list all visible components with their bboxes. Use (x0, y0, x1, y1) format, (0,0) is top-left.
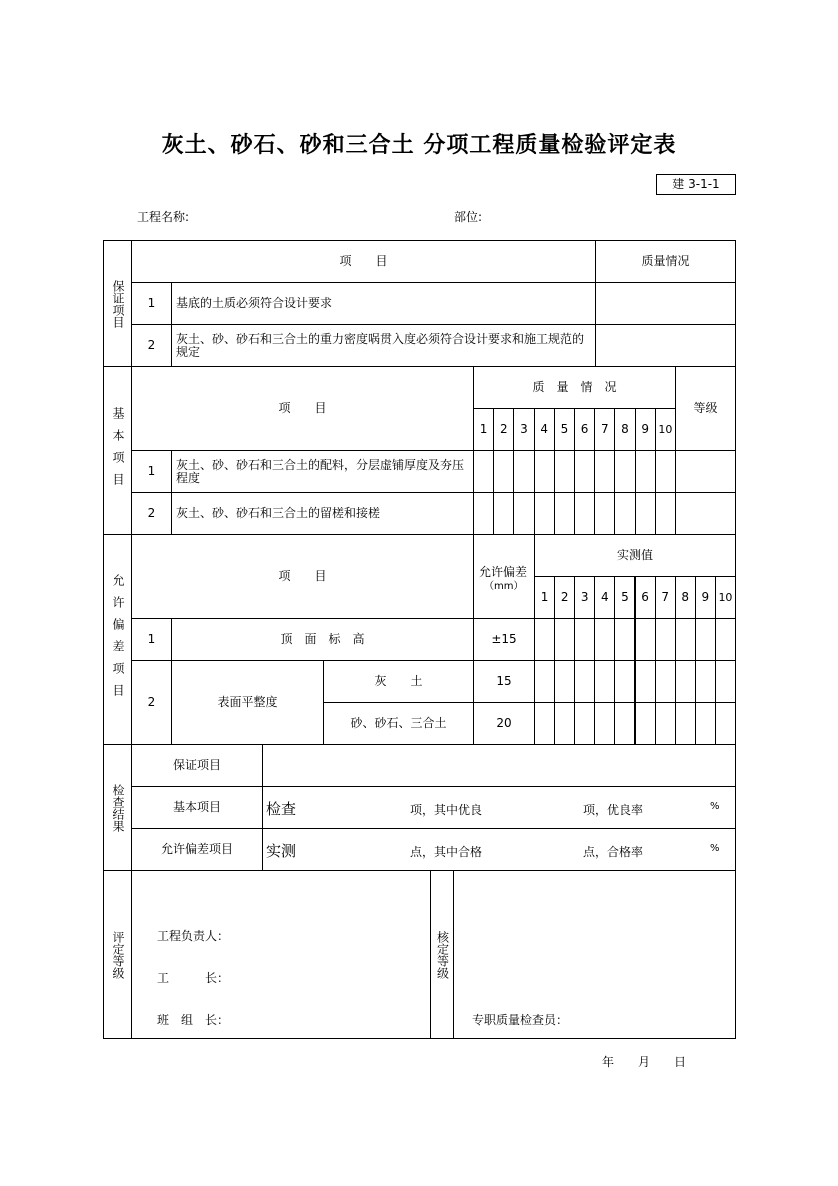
tolerance-column-number-text: 10 (718, 591, 733, 604)
basic-header-grade-text: 等级 (693, 401, 718, 415)
basic-quality-cell (554, 450, 575, 493)
tolerance-column-number (574, 576, 595, 619)
tolerance-measured-cell (554, 660, 575, 703)
tolerance-subitem-value-text: 15 (496, 674, 512, 688)
tolerance-column-number (534, 576, 555, 619)
guarantee-item-text-text: 基底的土质必须符合设计要求 (176, 296, 333, 310)
basic-column-number (614, 408, 635, 451)
results-tolerance-label-text: 允许偏差项目 (160, 842, 233, 856)
basic-header-item (131, 366, 474, 451)
results-guarantee-label-text: 保证项目 (172, 758, 221, 772)
basic-grade-cell (675, 450, 736, 493)
basic-quality-cell (614, 492, 635, 535)
tolerance-measured-cell (655, 660, 676, 703)
basic-section-label-text: 基本项目 (111, 406, 125, 495)
results-tolerance-pct: % (710, 843, 720, 854)
results-basic-pct: % (710, 801, 720, 812)
tolerance-column-number (614, 576, 635, 619)
tolerance-header-item-text: 项 目 (278, 569, 327, 583)
basic-column-number (574, 408, 595, 451)
rating-line-manager: 工程负责人： (157, 929, 230, 943)
tolerance-header-unit: （mm） (484, 581, 524, 592)
tolerance-header-measured (534, 534, 736, 577)
tolerance-column-number (695, 576, 716, 619)
tolerance-measured-cell (655, 702, 676, 745)
basic-item-text (171, 450, 474, 493)
results-basic-prefix: 检查 (266, 800, 297, 818)
tolerance-column-number-text: 3 (580, 590, 589, 604)
basic-section-label (103, 366, 132, 535)
basic-column-number-text: 4 (540, 422, 548, 436)
basic-header-quality-text: 质 量 情 况 (532, 380, 617, 394)
tolerance-column-number (554, 576, 575, 619)
tolerance-measured-cell (715, 660, 736, 703)
location-label: 部位: (454, 210, 483, 224)
results-guarantee-value (262, 744, 736, 787)
guarantee-header-quality (595, 240, 736, 283)
basic-column-number-text: 3 (520, 422, 528, 436)
tolerance-column-number (715, 576, 736, 619)
guarantee-item-no (131, 282, 172, 325)
tolerance-item-no-text: 1 (147, 632, 156, 646)
basic-header-grade (675, 366, 736, 451)
basic-quality-cell (513, 492, 534, 535)
form-code: 建 3-1-1 (656, 174, 736, 195)
tolerance-section-label (103, 534, 132, 745)
tolerance-column-number (675, 576, 696, 619)
tolerance-measured-cell (594, 660, 615, 703)
basic-column-number-text: 1 (479, 422, 488, 436)
results-tolerance-mid: 点，其中合格 (410, 845, 483, 859)
guarantee-header-quality-text: 质量情况 (641, 254, 690, 268)
guarantee-header-item-text: 项 目 (339, 254, 388, 268)
basic-column-number (473, 408, 494, 451)
rating-section-label-text: 评定等级 (111, 930, 125, 979)
tolerance-measured-cell (715, 618, 736, 661)
tolerance-item-no (131, 660, 172, 745)
tolerance-column-number (655, 576, 676, 619)
basic-quality-cell (554, 492, 575, 535)
basic-item-no (131, 492, 172, 535)
rating-line-team-leader: 班 组 长： (157, 1013, 230, 1027)
tolerance-measured-cell (635, 660, 656, 703)
tolerance-measured-cell (594, 702, 615, 745)
tolerance-measured-cell (534, 660, 555, 703)
guarantee-item-no (131, 324, 172, 367)
tolerance-subitem-name-text: 灰 土 (374, 674, 423, 688)
tolerance-header-measured-text: 实测值 (616, 548, 653, 562)
basic-quality-cell (473, 450, 494, 493)
basic-quality-cell (493, 450, 514, 493)
basic-quality-cell (574, 492, 595, 535)
verify-section-label-text: 核定等级 (435, 930, 450, 979)
tolerance-measured-cell (574, 660, 595, 703)
basic-column-number-text: 8 (621, 422, 629, 436)
basic-column-number-text: 6 (580, 422, 589, 436)
basic-column-number-text: 2 (499, 422, 508, 436)
tolerance-measured-cell (635, 618, 656, 661)
basic-column-number-text: 5 (560, 422, 569, 436)
results-tolerance-value (262, 828, 736, 871)
tolerance-subitem-name-text: 砂、砂石、三合土 (350, 716, 447, 730)
tolerance-column-number (635, 576, 656, 619)
date-line: 年 月 日 (602, 1055, 687, 1069)
project-name-label: 工程名称: (137, 210, 190, 224)
tolerance-column-number-text: 9 (701, 590, 710, 604)
results-section-label (103, 744, 132, 871)
basic-item-text (171, 492, 474, 535)
tolerance-column-number-text: 6 (641, 590, 649, 604)
tolerance-measured-cell (614, 702, 635, 745)
tolerance-measured-cell (695, 702, 716, 745)
tolerance-measured-cell (574, 618, 595, 661)
tolerance-measured-cell (534, 618, 555, 661)
basic-column-number (493, 408, 514, 451)
guarantee-section-label (103, 240, 132, 367)
guarantee-item-no-text: 1 (147, 296, 156, 310)
tolerance-column-number-text: 7 (661, 590, 669, 604)
basic-column-number (513, 408, 534, 451)
tolerance-item-no (131, 618, 172, 661)
guarantee-item-text (171, 324, 596, 367)
results-basic-label (131, 786, 263, 829)
tolerance-subitem-value (473, 702, 535, 745)
basic-header-quality (473, 366, 676, 409)
verify-section-label (430, 870, 454, 1039)
tolerance-column-number-text: 4 (601, 590, 609, 604)
guarantee-item-text-text: 灰土、砂、砂石和三合土的重力密度㖞贯入度必须符合设计要求和施工规范的规定 (176, 331, 585, 359)
results-guarantee-label (131, 744, 263, 787)
tolerance-measured-cell (574, 702, 595, 745)
basic-column-number (655, 408, 676, 451)
results-basic-value (262, 786, 736, 829)
tolerance-item-value (473, 618, 535, 661)
tolerance-column-number-text: 5 (621, 590, 629, 604)
tolerance-header-label: 允许偏差 (479, 565, 528, 579)
basic-item-no-text: 1 (147, 464, 156, 478)
tolerance-measured-cell (675, 660, 696, 703)
results-section-label-text: 检查结果 (111, 783, 125, 832)
guarantee-item-text (171, 282, 596, 325)
basic-quality-cell (513, 450, 534, 493)
tolerance-measured-cell (554, 618, 575, 661)
basic-column-number-text: 7 (600, 422, 609, 436)
tolerance-section-label-text: 允许偏差项目 (111, 573, 125, 706)
guarantee-item-quality-cell (595, 282, 736, 325)
guarantee-header-item (131, 240, 596, 283)
basic-quality-cell (534, 492, 555, 535)
basic-item-text-text: 灰土、砂、砂石和三合土的留槎和接槎 (176, 506, 381, 520)
basic-quality-cell (534, 450, 555, 493)
tolerance-subitem-value (473, 660, 535, 703)
tolerance-item-name-text: 顶 面 标 高 (280, 632, 365, 646)
basic-quality-cell (574, 450, 595, 493)
rating-line-foreman: 工 长： (157, 971, 230, 985)
results-tolerance-prefix: 实测 (266, 842, 297, 860)
basic-quality-cell (655, 492, 676, 535)
basic-quality-cell (635, 450, 656, 493)
tolerance-item-name (171, 660, 324, 745)
tolerance-measured-cell (715, 702, 736, 745)
tolerance-item-name (171, 618, 474, 661)
basic-quality-cell (594, 492, 615, 535)
tolerance-measured-cell (534, 702, 555, 745)
guarantee-item-quality-cell (595, 324, 736, 367)
basic-item-no-text: 2 (147, 506, 156, 520)
results-basic-mid: 项，其中优良 (410, 803, 483, 817)
guarantee-item-no-text: 2 (147, 338, 156, 352)
tolerance-measured-cell (655, 618, 676, 661)
tolerance-subitem-name (323, 702, 474, 745)
basic-quality-cell (493, 492, 514, 535)
basic-quality-cell (594, 450, 615, 493)
inspector-label: 专职质量检查员： (472, 1013, 569, 1027)
tolerance-measured-cell (695, 660, 716, 703)
tolerance-item-value-text: ±15 (491, 632, 517, 646)
tolerance-column-number-text: 8 (681, 590, 690, 604)
page-title: 灰土、砂石、砂和三合土 分项工程质量检验评定表 (161, 133, 677, 158)
tolerance-measured-cell (675, 702, 696, 745)
tolerance-column-number-text: 2 (560, 590, 569, 604)
basic-item-no (131, 450, 172, 493)
tolerance-measured-cell (635, 702, 656, 745)
basic-grade-cell (675, 492, 736, 535)
guarantee-section-label-text: 保证项目 (111, 279, 125, 328)
tolerance-column-number (594, 576, 615, 619)
tolerance-measured-cell (594, 618, 615, 661)
tolerance-header-item (131, 534, 474, 619)
basic-column-number (594, 408, 615, 451)
tolerance-measured-cell (614, 660, 635, 703)
basic-header-item-text: 项 目 (278, 401, 327, 415)
basic-quality-cell (614, 450, 635, 493)
tolerance-measured-cell (695, 618, 716, 661)
rating-section-label (103, 870, 132, 1039)
basic-column-number-text: 10 (658, 423, 673, 436)
tolerance-item-no-text: 2 (147, 695, 156, 709)
results-tolerance-label (131, 828, 263, 871)
results-basic-rate: 项，优良率 (583, 803, 644, 817)
basic-quality-cell (635, 492, 656, 535)
tolerance-measured-cell (554, 702, 575, 745)
basic-column-number (554, 408, 575, 451)
basic-column-number (635, 408, 656, 451)
basic-column-number-text: 9 (641, 422, 649, 436)
basic-quality-cell (473, 492, 494, 535)
results-basic-label-text: 基本项目 (172, 800, 221, 814)
tolerance-subitem-value-text: 20 (496, 716, 512, 730)
basic-column-number (534, 408, 555, 451)
tolerance-subitem-name (323, 660, 474, 703)
tolerance-measured-cell (614, 618, 635, 661)
basic-item-text-text: 灰土、砂、砂石和三合土的配料，分层虚铺厚度及夯压程度 (176, 457, 465, 485)
tolerance-column-number-text: 1 (540, 590, 549, 604)
results-tolerance-rate: 点，合格率 (583, 845, 644, 859)
tolerance-item-name-text: 表面平整度 (217, 695, 278, 709)
basic-quality-cell (655, 450, 676, 493)
tolerance-measured-cell (675, 618, 696, 661)
